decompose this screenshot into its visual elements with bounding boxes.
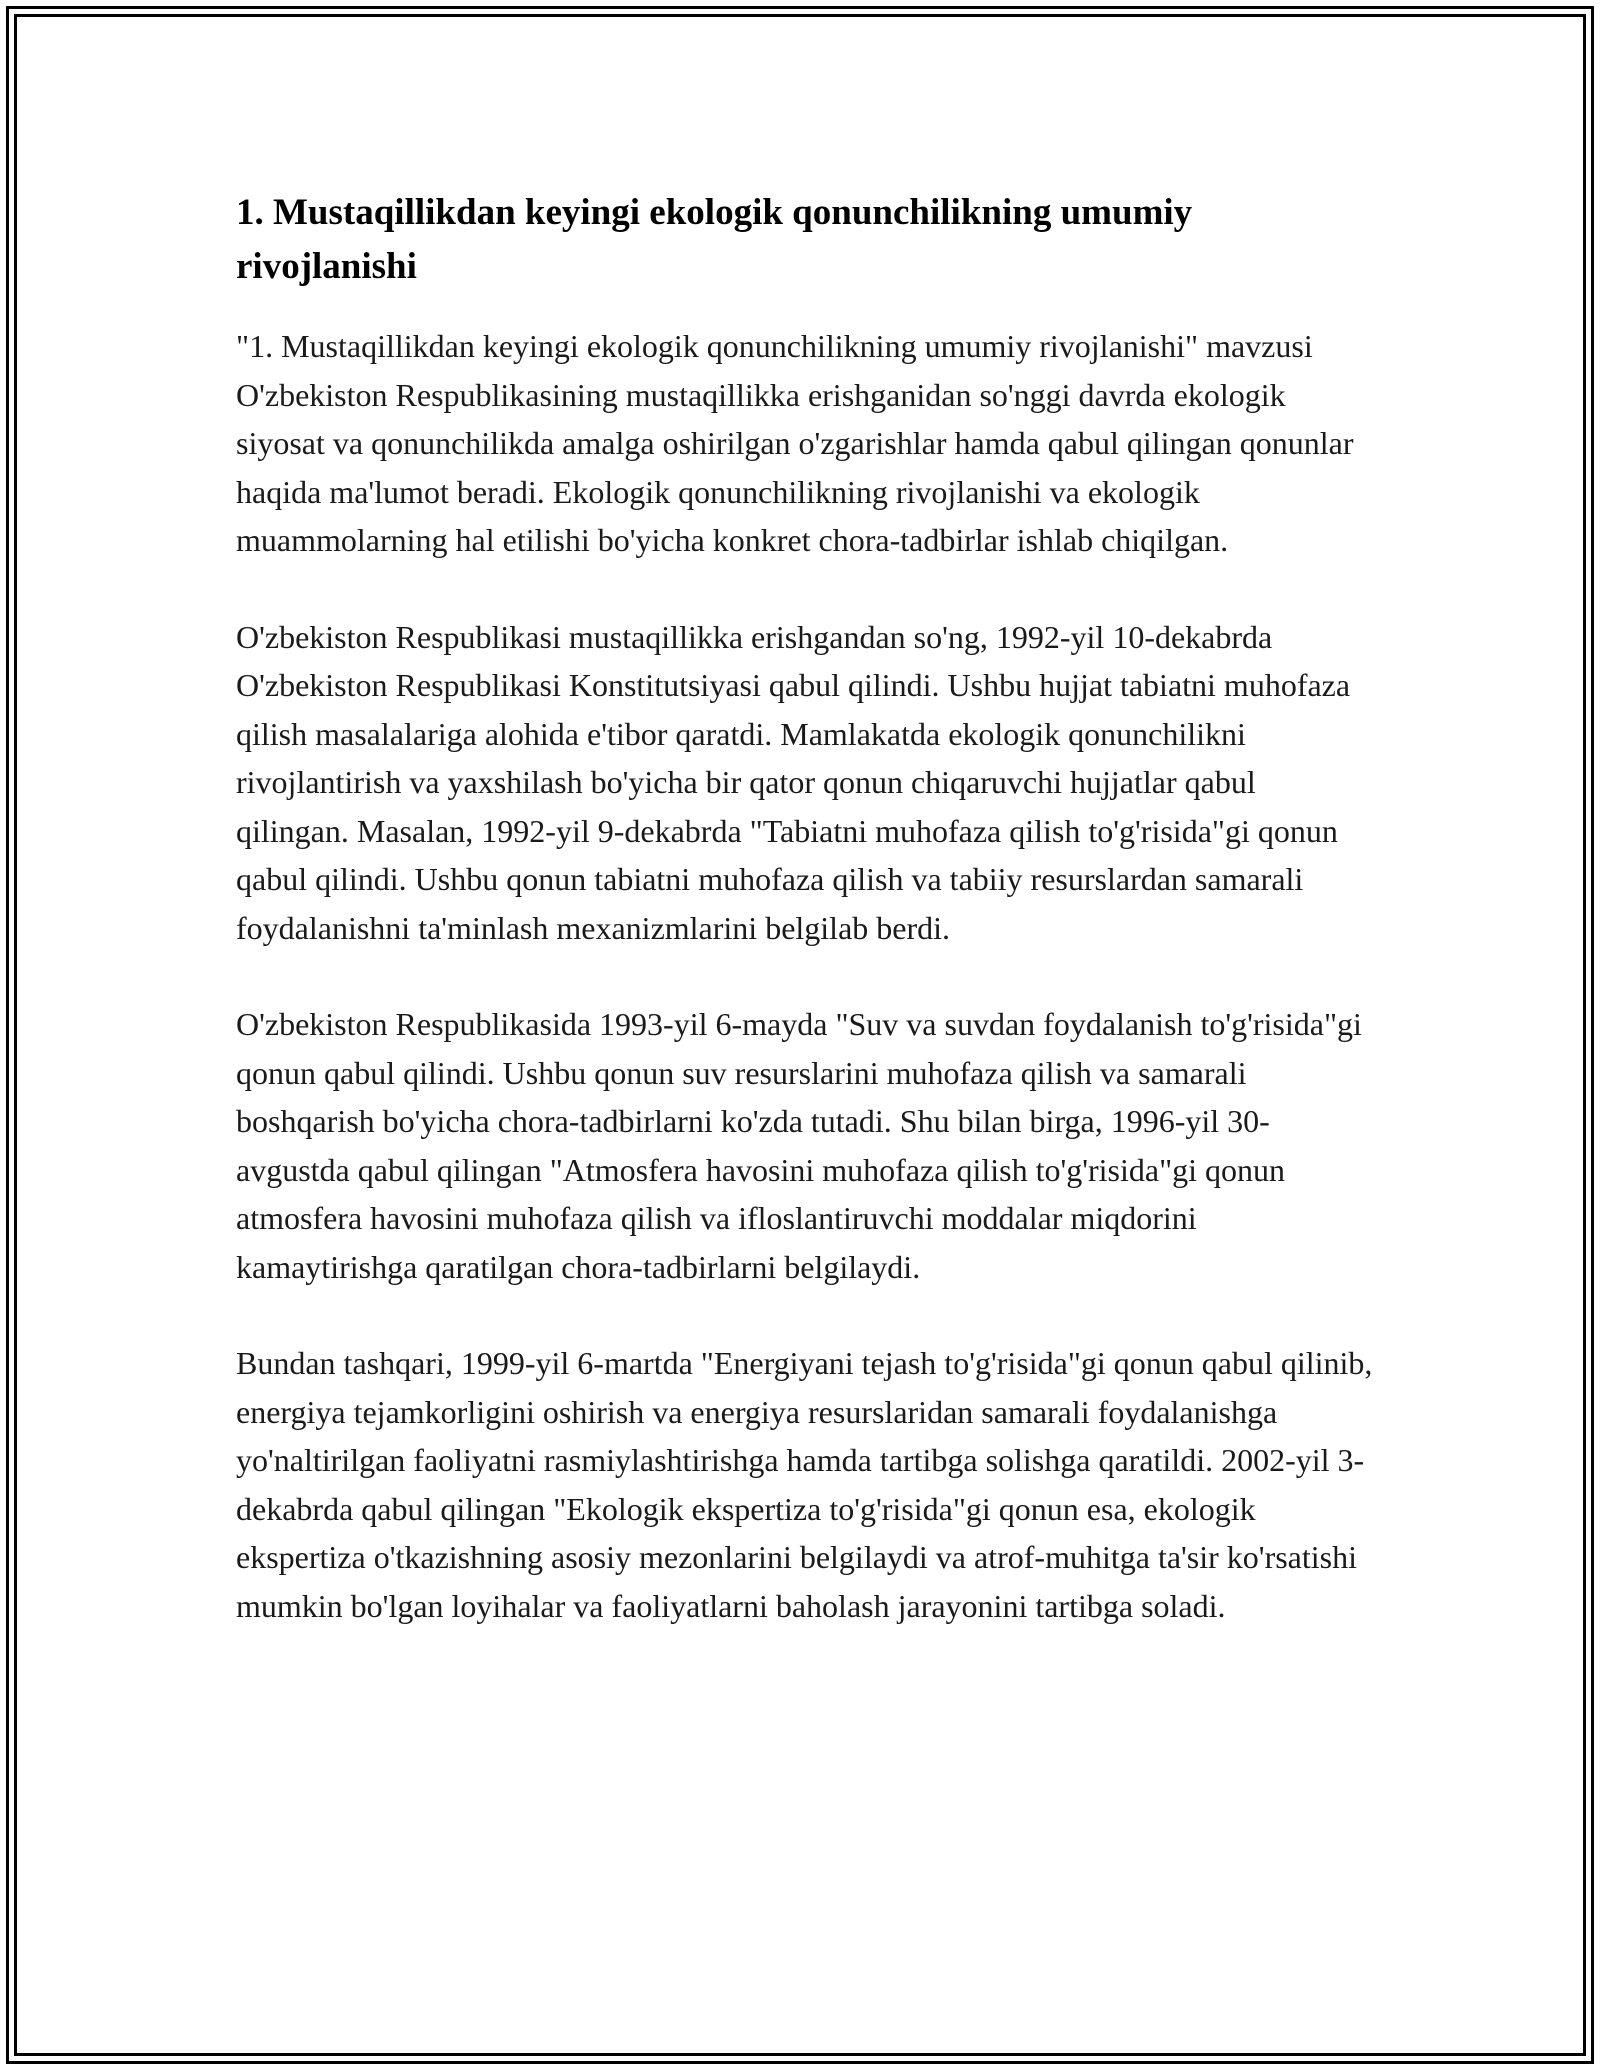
paragraph-water-air-laws: O'zbekiston Respublikasida 1993-yil 6-mayda "Suv va suvdan foydalanish to'g'risida"gi qonun qabul qilindi. Ushbu qonun suv resurslarini muhofaza qilish va samarali boshqarish bo'yicha chora-tadbirlarni ko'zda tutadi. Shu bilan birga, 1996-yil 30-avgustda qabul qilingan "Atmosfera havosini muhofaza qilish to'g'risida"gi qonun atmosfera havosini muhofaza qilish va ifloslantiruvchi moddalar miqdorini kamaytirishga qaratilgan chora-tadbirlarni belgilaydi. (236, 1006, 1362, 1285)
document-body (236, 186, 1376, 1678)
paragraph-introduction: "1. Mustaqillikdan keyingi ekologik qonunchilikning umumiy rivojlanishi" mavzusi O'zbekiston Respublikasining mustaqillikka erishganidan so'nggi davrda ekologik siyosat va qonunchilikda amalga oshirilgan o'zgarishlar hamda qabul qilingan qonunlar haqida ma'lumot beradi. Ekologik qonunchilikning rivojlanishi va ekologik muammolarning hal etilishi bo'yicha konkret chora-tadbirlar ishlab chiqilgan. (236, 328, 1354, 558)
paragraph-energy-expertise-laws: Bundan tashqari, 1999-yil 6-martda "Energiyani tejash to'g'risida"gi qonun qabul qilinib, energiya tejamkorligini oshirish va energiya resurslaridan samarali foydalanishga yo'naltirilgan faoliyatni rasmiylashtirishga hamda tartibga solishga qaratildi. 2002-yil 3-dekabrda qabul qilingan "Ekologik ekspertiza to'g'risida"gi qonun esa, ekologik ekspertiza o'tkazishning asosiy mezonlarini belgilaydi va atrof-muhitga ta'sir ko'rsatishi mumkin bo'lgan loyihalar va faoliyatlarni baholash jarayonini tartibga soladi. (236, 1345, 1373, 1624)
section-heading: 1. Mustaqillikdan keyingi ekologik qonunchilikning umumiy rivojlanishi (236, 192, 1193, 287)
paragraph-constitution: O'zbekiston Respublikasi mustaqillikka erishgandan so'ng, 1992-yil 10-dekabrda O'zbekiston Respublikasi Konstitutsiyasi qabul qilindi. Ushbu hujjat tabiatni muhofaza qilish masalalariga alohida e'tibor qaratdi. Mamlakatda ekologik qonunchilikni rivojlantirish va yaxshilash bo'yicha bir qator qonun chiqaruvchi hujjatlar qabul qilingan. Masalan, 1992-yil 9-dekabrda "Tabiatni muhofaza qilish to'g'risida"gi qonun qabul qilindi. Ushbu qonun tabiatni muhofaza qilish va tabiiy resurslardan samarali foydalanishni ta'minlash mexanizmlarini belgilab berdi. (236, 618, 1351, 946)
